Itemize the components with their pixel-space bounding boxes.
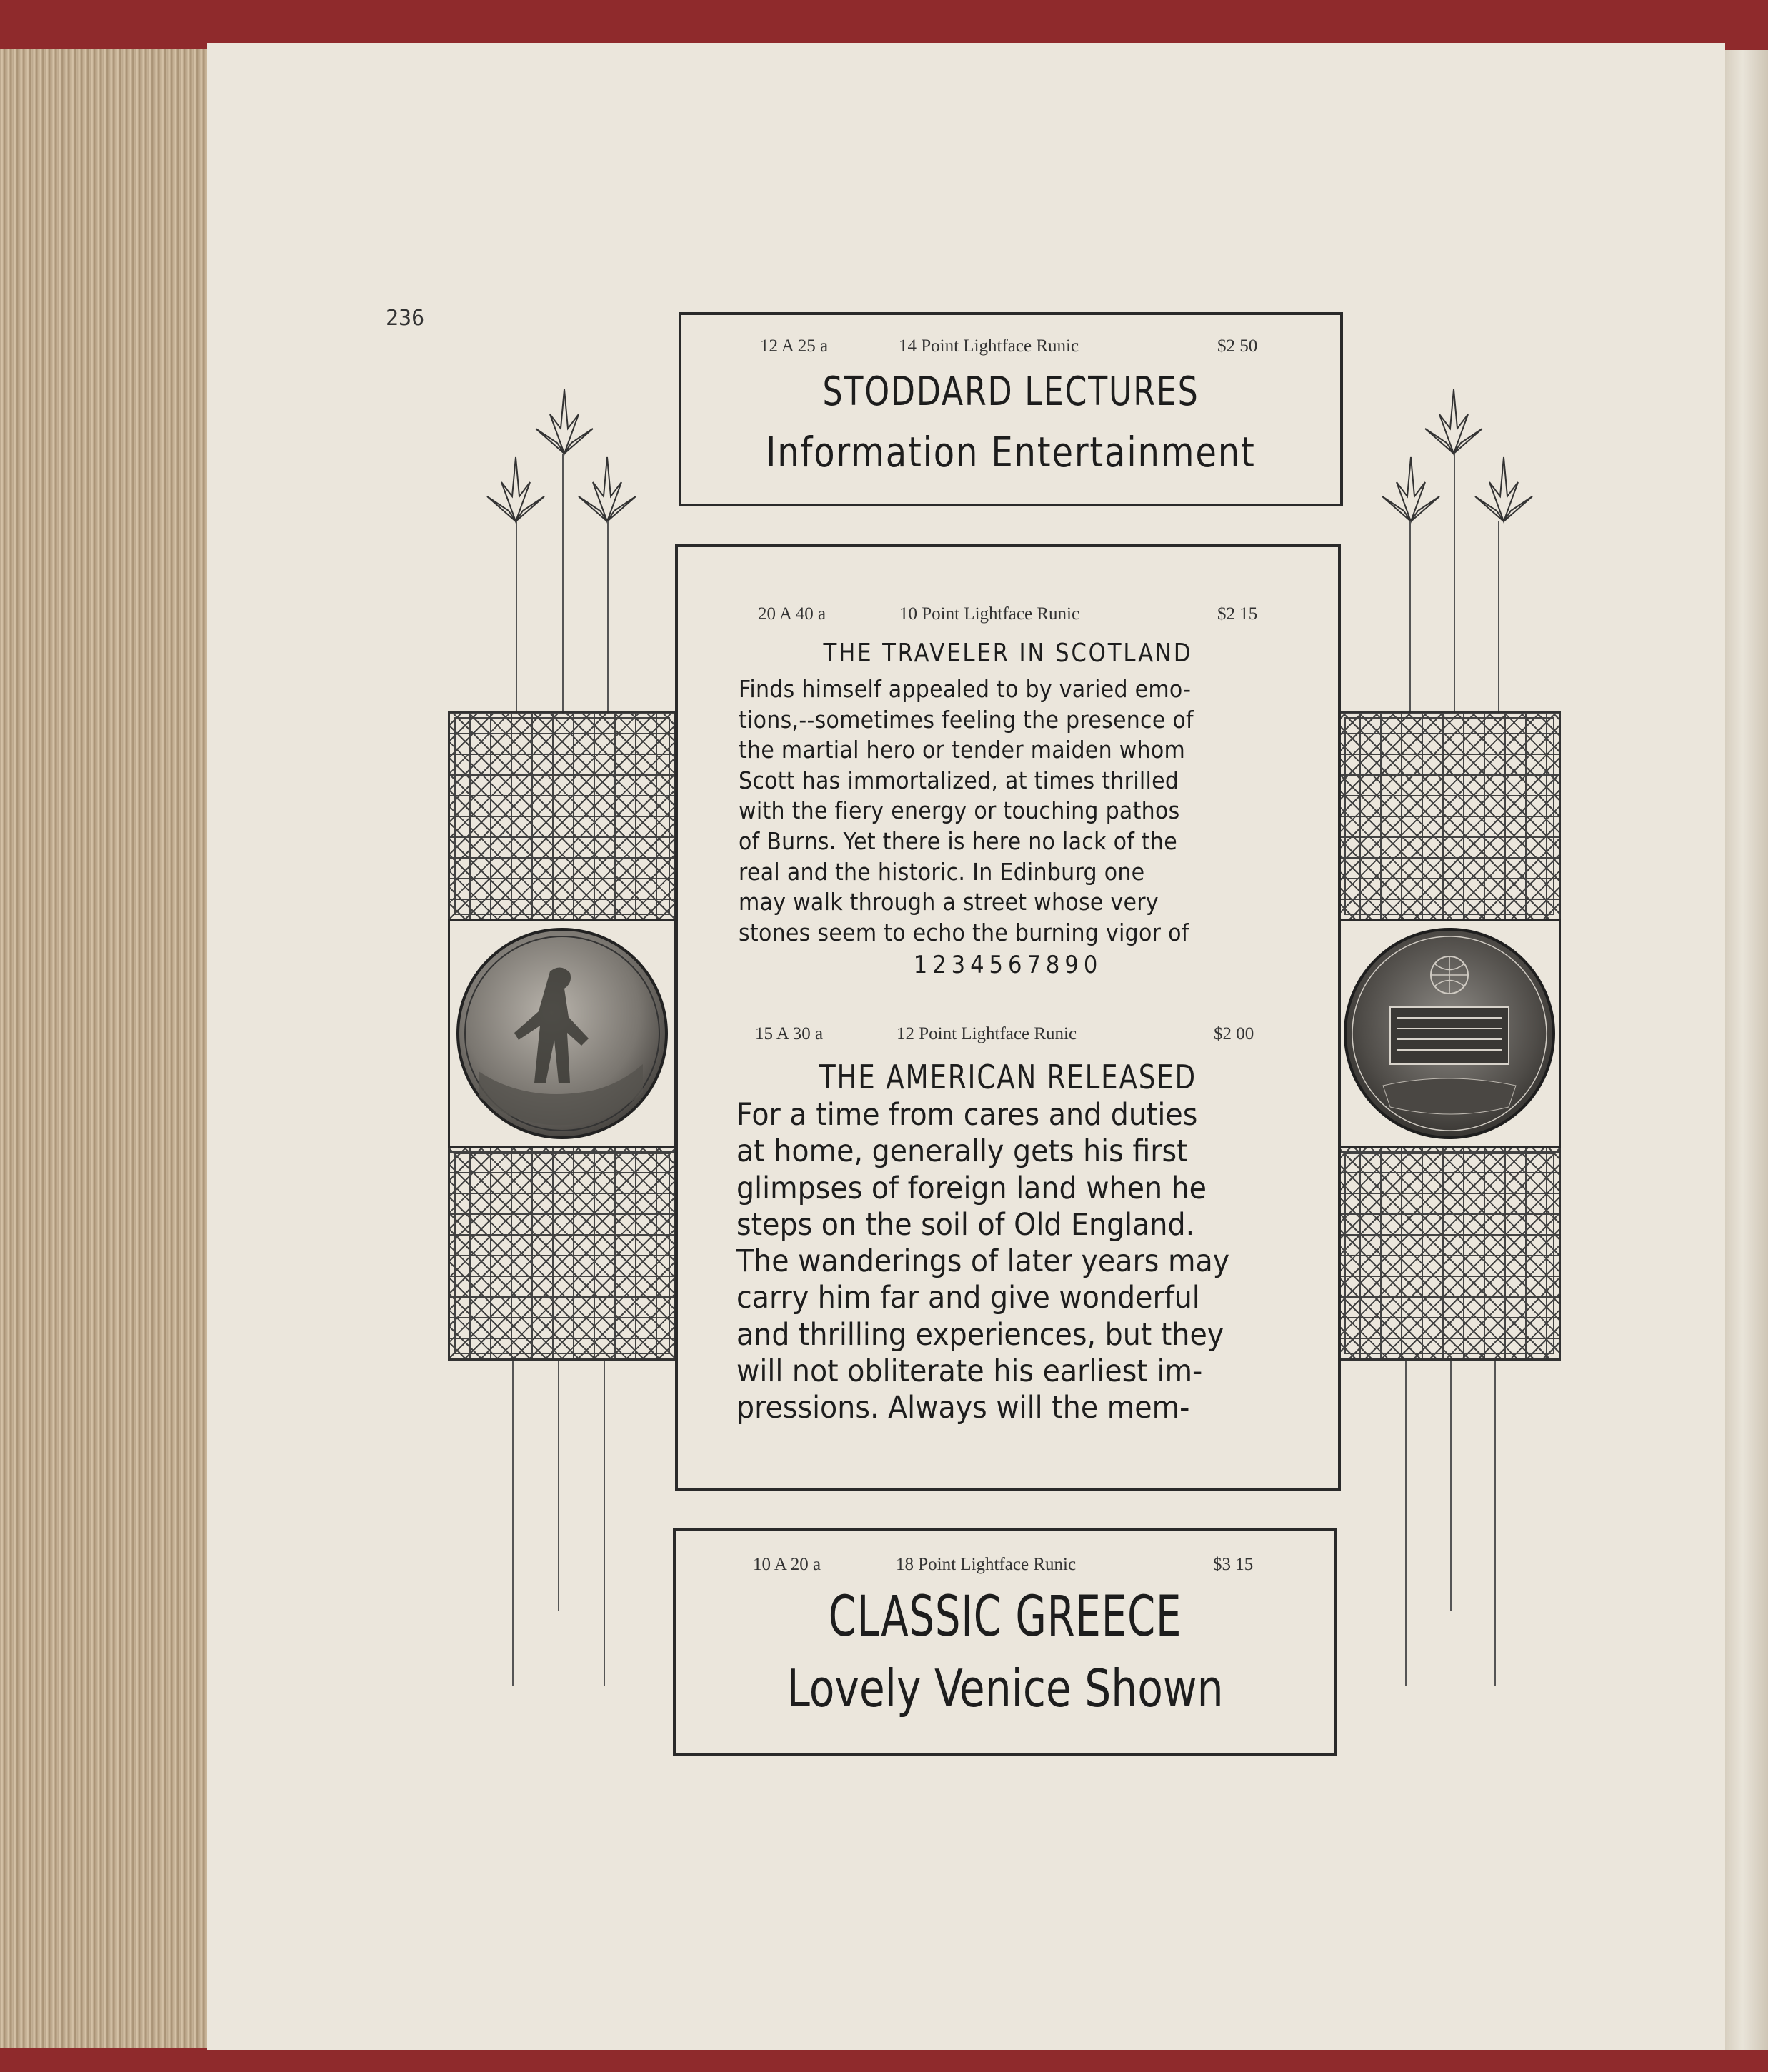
- exposition-medal-image: [1340, 921, 1559, 1146]
- stem-line: [1498, 521, 1499, 714]
- specimen-numerals: 1234567890: [913, 951, 1103, 979]
- book-page-edges: [0, 49, 210, 2048]
- spec-count: 12 A 25 a: [760, 336, 829, 356]
- specimen-line-1: CLASSIC GREECE: [828, 1585, 1182, 1649]
- specimen-spec-line: [681, 336, 1340, 358]
- columbus-medal-image: [450, 921, 674, 1146]
- spec-font-name: 10 Point Lightface Runic: [899, 604, 1080, 624]
- lattice-panel: [448, 1146, 676, 1361]
- stem-line: [516, 521, 517, 714]
- stem-line: [1454, 454, 1455, 714]
- spec-price: $2 00: [1214, 1024, 1254, 1043]
- specimen-spec-line: [676, 1555, 1334, 1576]
- medal-frame-left: [448, 919, 676, 1148]
- stem-line: [1405, 1361, 1407, 1686]
- right-leaf-ornament: [1375, 386, 1561, 529]
- specimen-paragraph: For a time from cares and duties at home, generally gets his first glimpses of foreign land when he steps on the soil of Old England. The wanderings of later years may carry him far and give wonderful and thrilling experiences, but they will not obliterate his earliest im- pressions. Always will the mem-: [736, 1097, 1230, 1426]
- type-specimen-box-bottom: [673, 1528, 1337, 1756]
- specimen-heading: THE AMERICAN RELEASED: [819, 1058, 1197, 1096]
- spec-font-name: 12 Point Lightface Runic: [897, 1024, 1077, 1043]
- spec-count: 20 A 40 a: [758, 604, 826, 624]
- stem-line: [562, 454, 564, 714]
- stem-line: [607, 521, 609, 714]
- book-right-margin: [1725, 50, 1768, 2050]
- stem-line: [512, 1361, 514, 1686]
- lattice-panel: [1338, 711, 1561, 921]
- spec-font-name: 14 Point Lightface Runic: [899, 336, 1079, 356]
- medal-frame-right: [1338, 919, 1561, 1148]
- spec-count: 10 A 20 a: [753, 1555, 821, 1574]
- lattice-panel: [1338, 1146, 1561, 1361]
- specimen-heading: THE TRAVELER IN SCOTLAND: [823, 639, 1193, 668]
- stem-line: [558, 1361, 559, 1611]
- lattice-panel: [448, 711, 676, 921]
- stem-line: [1409, 521, 1411, 714]
- spec-font-name: 18 Point Lightface Runic: [896, 1555, 1077, 1574]
- stem-line: [604, 1361, 605, 1686]
- specimen-spec-line: [678, 1024, 1338, 1046]
- left-leaf-ornament: [471, 386, 657, 529]
- type-specimen-box-middle: [675, 544, 1341, 1491]
- page-number: 236: [386, 306, 425, 331]
- specimen-line-2: Lovely Venice Shown: [786, 1658, 1224, 1718]
- spec-price: $2 15: [1217, 604, 1258, 624]
- specimen-line-1: STODDARD LECTURES: [822, 369, 1199, 415]
- stem-line: [1494, 1361, 1496, 1686]
- spec-price: $2 50: [1217, 336, 1258, 356]
- stem-line: [1450, 1361, 1452, 1611]
- spec-count: 15 A 30 a: [755, 1024, 824, 1043]
- specimen-paragraph: Finds himself appealed to by varied emo- tions,--sometimes feeling the presence of the martial hero or tender maiden whom Scott has immortalized, at times thrilled with the fiery energy or touching pathos of Burns. Yet there is here no lack of the real and the historic. In Edinburg one may walk through a street whose very stones seem to echo the burning vigor of: [739, 675, 1194, 946]
- spec-price: $3 15: [1213, 1555, 1254, 1574]
- specimen-spec-line: [678, 604, 1338, 626]
- specimen-line-2: Information Entertainment: [766, 428, 1256, 476]
- type-specimen-box-top: [679, 312, 1343, 506]
